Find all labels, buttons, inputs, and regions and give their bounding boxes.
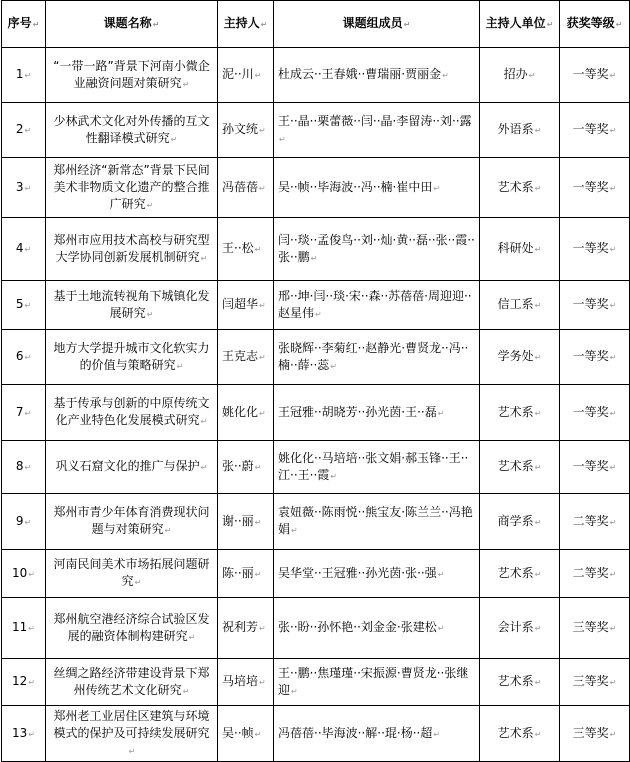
row-title: 郑州市青少年体育消费现状问题与对策研究↵ [46,494,218,550]
row-award: 一等奖↵ [560,103,630,158]
row-members: 王··晶··栗蕾薇··闫··晶·李留涛··刘··露↵ [274,103,480,158]
row-host: 吴··帧↵ [218,706,274,762]
row-host: 泥··川↵ [218,48,274,103]
header-award: 获奖等级↵ [560,1,630,48]
row-title: 河南民间美术市场拓展问题研究↵ [46,550,218,598]
row-unit: 学务处↵ [480,330,560,385]
row-members: 张··盼··孙怀艳··刘金金·张建松↵ [274,598,480,659]
row-unit: 外语系↵ [480,103,560,158]
awards-table [1,0,630,762]
row-host: 王克志↵ [218,330,274,385]
table-row [2,494,630,550]
row-host: 张··蔚↵ [218,441,274,494]
header-host: 主持人↵ [218,1,274,48]
table-row [2,281,630,330]
header-unit: 主持人单位↵ [480,1,560,48]
table-row [2,48,630,103]
row-unit: 艺术系↵ [480,441,560,494]
row-members: 王··鹏··焦瑾瑾··宋振源·曹贤龙··张继迎↵ [274,659,480,706]
row-award: 二等奖↵ [560,550,630,598]
row-title: 地方大学提升城市文化软实力的价值与策略研究↵ [46,330,218,385]
table-row [2,218,630,281]
row-members: 闫··琰··孟俊鸟··刘··灿·黄··磊··张··霞··张··鹏↵ [274,218,480,281]
row-award: 一等奖↵ [560,218,630,281]
row-award: 一等奖↵ [560,158,630,218]
row-host: 冯蓓蓓↵ [218,158,274,218]
row-unit: 商学系↵ [480,494,560,550]
row-index: 7↵ [2,385,46,441]
table-row [2,103,630,158]
row-unit: 艺术系↵ [480,706,560,762]
row-index: 4↵ [2,218,46,281]
row-title: 丝绸之路经济带建设背景下郑州传统艺术文化研究↵ [46,659,218,706]
row-unit: 艺术系↵ [480,659,560,706]
row-title: 基于土地流转视角下城镇化发展研究↵ [46,281,218,330]
row-members: 王冠雅··胡晓芳··孙光茵·王··磊↵ [274,385,480,441]
header-title: 课题名称↵ [46,1,218,48]
header-members: 课题组成员↵ [274,1,480,48]
row-index: 5↵ [2,281,46,330]
row-index: 12↵ [2,659,46,706]
row-title: “一带一路”背景下河南小微企业融资问题对策研究↵ [46,48,218,103]
row-members: 袁妞薇··陈雨悦··熊宝友·陈兰兰··冯艳娟↵ [274,494,480,550]
row-index: 2↵ [2,103,46,158]
row-award: 二等奖↵ [560,494,630,550]
row-members: 邢··坤·闫··琰·宋··森··苏蓓蓓·周迎迎··赵星伟↵ [274,281,480,330]
row-unit: 艺术系↵ [480,158,560,218]
row-title: 基于传承与创新的中原传统文化产业特色化发展模式研究↵ [46,385,218,441]
row-title: 郑州老工业居住区建筑与环境模式的保护及可持续发展研究↵ [46,706,218,762]
row-title: 少林武术文化对外传播的互文性翻译模式研究↵ [46,103,218,158]
row-host: 王··松↵ [218,218,274,281]
row-members: 张晓辉··李菊红··赵静光·曹贤龙··冯··楠··薛··蕊↵ [274,330,480,385]
row-unit: 会计系↵ [480,598,560,659]
table-body [2,48,630,762]
row-title: 巩义石窟文化的推广与保护↵ [46,441,218,494]
row-unit: 艺术系↵ [480,550,560,598]
row-host: 姚化化↵ [218,385,274,441]
row-award: 一等奖↵ [560,441,630,494]
row-award: 三等奖↵ [560,706,630,762]
row-members: 吴··帧··毕海波··冯··楠·崔中田↵ [274,158,480,218]
row-unit: 艺术系↵ [480,385,560,441]
table-row [2,659,630,706]
row-host: 闫超华↵ [218,281,274,330]
row-unit: 信工系↵ [480,281,560,330]
row-unit: 招办↵ [480,48,560,103]
row-index: 9↵ [2,494,46,550]
row-index: 13↵ [2,706,46,762]
table-row [2,598,630,659]
row-index: 8↵ [2,441,46,494]
header-index: 序号↵ [2,1,46,48]
row-award: 一等奖↵ [560,385,630,441]
row-award: 一等奖↵ [560,281,630,330]
row-title: 郑州市应用技术高校与研究型大学协同创新发展机制研究↵ [46,218,218,281]
row-award: 三等奖↵ [560,659,630,706]
table-row [2,330,630,385]
header-row [2,1,630,48]
row-index: 3↵ [2,158,46,218]
table-header [2,1,630,48]
table-row [2,441,630,494]
row-host: 祝利芳↵ [218,598,274,659]
row-members: 姚化化··马培培··张文娟·郝玉锋··王··江··王··霞↵ [274,441,480,494]
table-row [2,550,630,598]
row-host: 谢··丽↵ [218,494,274,550]
row-title: 郑州经济“新常态”背景下民间美术非物质文化遗产的整合推广研究↵ [46,158,218,218]
row-index: 10↵ [2,550,46,598]
row-members: 冯蓓蓓··毕海波··解··琨·杨··超↵ [274,706,480,762]
row-members: 杜成云··王春娥··曹瑞丽·贾丽金↵ [274,48,480,103]
table-row [2,385,630,441]
row-index: 1↵ [2,48,46,103]
row-host: 马培培↵ [218,659,274,706]
row-unit: 科研处↵ [480,218,560,281]
table-row [2,706,630,762]
row-host: 孙文统↵ [218,103,274,158]
row-index: 11↵ [2,598,46,659]
row-title: 郑州航空港经济综合试验区发展的融资体制构建研究↵ [46,598,218,659]
row-award: 一等奖↵ [560,48,630,103]
row-award: 三等奖↵ [560,598,630,659]
row-host: 陈··丽↵ [218,550,274,598]
row-award: 一等奖↵ [560,330,630,385]
row-index: 6↵ [2,330,46,385]
table-row [2,158,630,218]
row-members: 吴华堂··王冠雅··孙光茵·张··强↵ [274,550,480,598]
